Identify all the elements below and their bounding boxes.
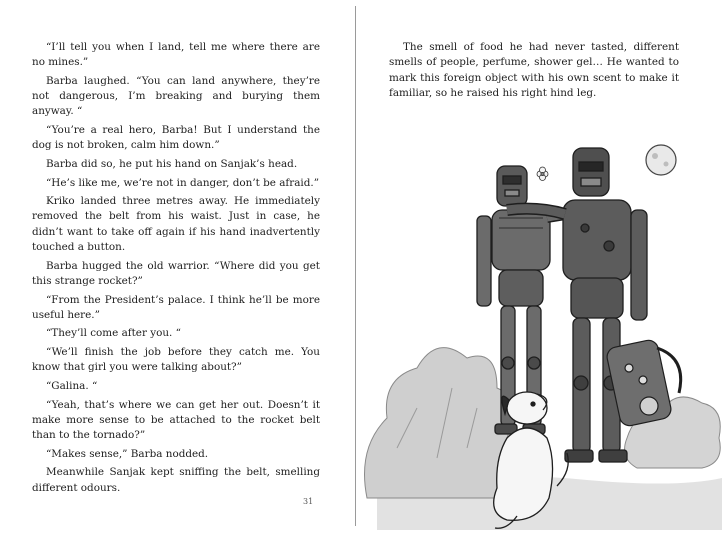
paragraph: “From the President’s palace. I think he’ll be more useful here.” xyxy=(32,293,320,321)
paragraph: “They’ll come after you. “ xyxy=(46,327,181,340)
left-page xyxy=(0,0,356,540)
paragraph: “You’re a real hero, Barba! But I understand the dog is not broken, calm him down.” xyxy=(32,124,320,152)
right-page xyxy=(357,0,726,540)
paragraph: Kriko landed three metres away. He immediately removed the belt from his waist. Just in case, he didn’t want to take off again if his hand inadvertently touched a button. xyxy=(32,195,320,254)
paragraph: “Yeah, that’s where we can get her out. Doesn’t it make more sense to be attached to the rocket belt than to the tornado?” xyxy=(32,398,320,442)
illustration-caption xyxy=(389,40,679,102)
page-gutter xyxy=(355,6,356,526)
paragraph: “Makes sense,” Barba nodded. xyxy=(46,447,209,460)
paragraph: Barba laughed. “You can land anywhere, they’re not dangerous, I’m breaking and burying them anyway. “ xyxy=(32,74,320,118)
bush-left xyxy=(365,348,516,498)
page-number: 31 xyxy=(303,497,314,506)
robots-and-dog-illustration xyxy=(357,118,726,530)
paragraph: “Galina. “ xyxy=(46,379,98,392)
story-text xyxy=(32,40,320,499)
moon xyxy=(646,145,676,175)
paragraph: Barba hugged the old warrior. “Where did you get this strange rocket?” xyxy=(32,259,320,287)
caption-text: The smell of food he had never tasted, different smells of people, perfume, shower gel… He wanted to mark this foreign object with his own scent to make it familiar, so he raised his right hind leg. xyxy=(389,41,679,100)
paragraph: Barba did so, he put his hand on Sanjak’s head. xyxy=(46,157,298,170)
paragraph: Meanwhile Sanjak kept sniffing the belt, smelling different odours. xyxy=(32,466,320,494)
paragraph: “We’ll finish the job before they catch me. You know that girl you were talking about?” xyxy=(32,346,320,374)
paragraph: “He’s like me, we’re not in danger, don’t be afraid.” xyxy=(46,176,320,189)
paragraph: “I’ll tell you when I land, tell me where there are no mines.” xyxy=(32,41,320,69)
flower xyxy=(537,167,548,181)
